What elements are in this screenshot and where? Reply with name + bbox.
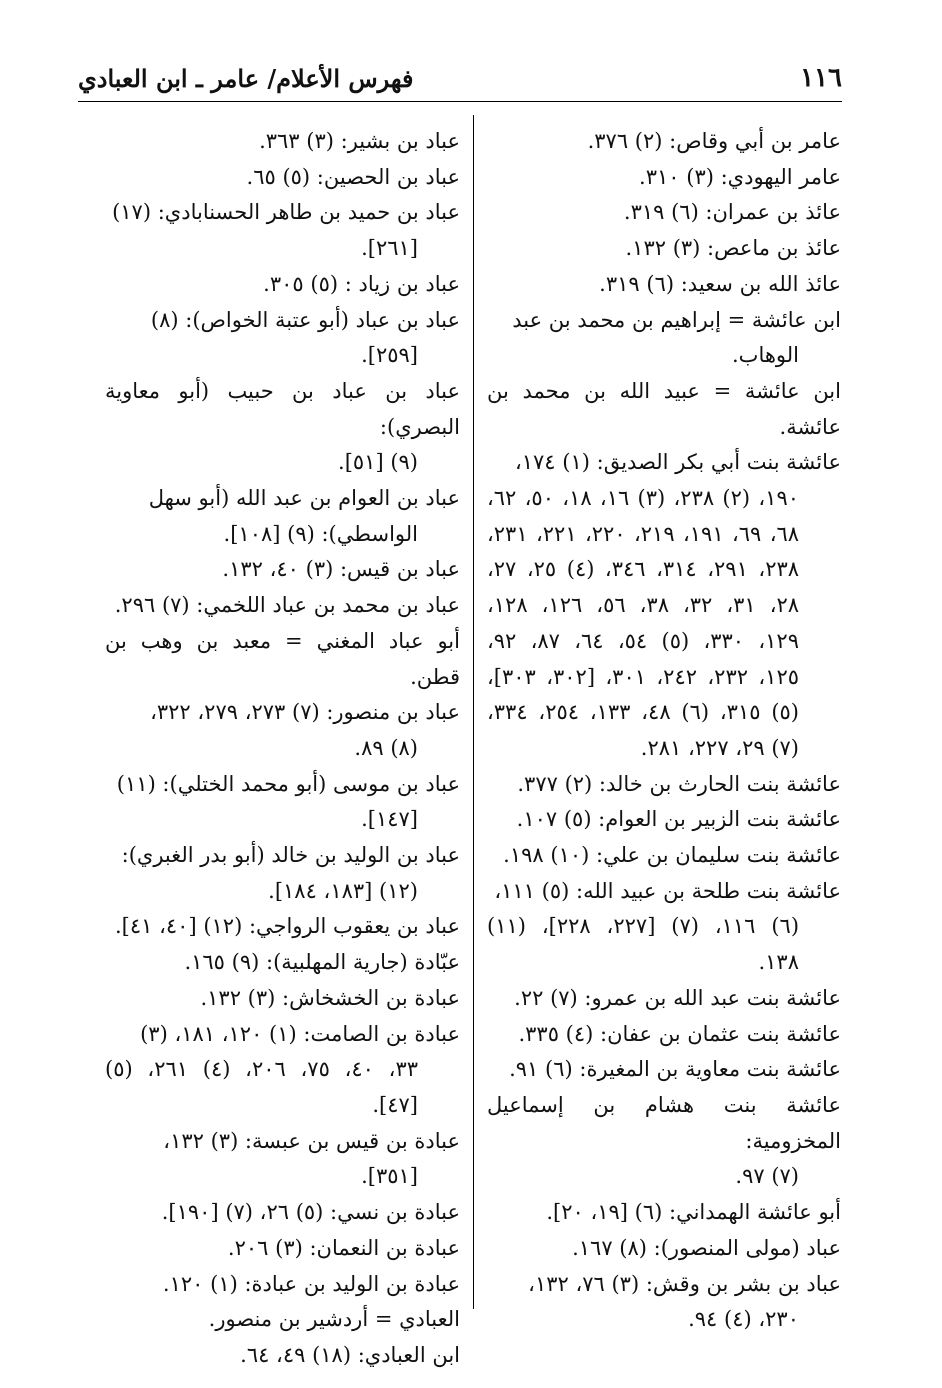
index-entry xyxy=(105,481,460,552)
entry-heading: عباد بن الوليد بن خالد (أبو بدر الغبري): xyxy=(121,843,460,868)
entry-heading: عباد بن حميد بن طاهر الحسنابادي: (١٧) xyxy=(112,200,460,225)
entry-heading: عبادة بن الخشخاش: (٣) ١٣٢. xyxy=(200,985,460,1010)
index-entry xyxy=(487,445,841,766)
entry-continuation: (٩) [٥١]. xyxy=(338,450,418,475)
right-column xyxy=(487,124,841,1338)
entry-continuation: ٣٣، ٤٠، ٧٥، ٢٠٦، (٤) ٢٦١، (٥) [٤٧]. xyxy=(105,1057,419,1117)
entry-heading: عباد بن زياد : (٥) ٣٠٥. xyxy=(263,271,460,296)
entry-continuation: [٢٥٩]. xyxy=(361,343,418,368)
index-entry xyxy=(487,374,841,445)
index-entry xyxy=(105,695,460,766)
index-entry xyxy=(487,1052,841,1088)
index-entry xyxy=(105,1302,460,1338)
entry-heading: عائشة بنت هشام بن إسماعيل المخزومية: xyxy=(487,1092,841,1153)
index-entry xyxy=(105,838,460,909)
entry-heading: عباد بن منصور: (٧) ٢٧٣، ٢٧٩، ٣٢٢، xyxy=(150,700,460,725)
index-entry xyxy=(487,874,841,981)
page-number: ١١٦ xyxy=(800,63,842,93)
entry-continuation: ٢٣٠، (٤) ٩٤. xyxy=(688,1307,799,1332)
index-entry xyxy=(487,267,841,303)
entry-heading: عائشة بنت أبي بكر الصديق: (١) ١٧٤، xyxy=(514,450,841,475)
entry-heading: عائشة بنت عبد الله بن عمرو: (٧) ٢٢. xyxy=(514,985,841,1010)
index-entry xyxy=(105,303,460,374)
entry-heading: عائشة بنت الحارث بن خالد: (٢) ٣٧٧. xyxy=(517,771,841,796)
index-entry xyxy=(487,1195,841,1231)
index-entry xyxy=(105,624,460,695)
index-entry xyxy=(487,1267,841,1338)
entry-continuation: (٨) ٨٩. xyxy=(354,735,418,760)
entry-heading: عائذ بن عمران: (٦) ٣١٩. xyxy=(623,200,841,225)
index-entry xyxy=(487,303,841,374)
index-entry xyxy=(487,160,841,196)
index-entry xyxy=(105,588,460,624)
entry-heading: عباد بن بشر بن وقش: (٣) ٧٦، ١٣٢، xyxy=(528,1271,841,1296)
entry-continuation: [١٤٧]. xyxy=(361,807,418,832)
entry-heading: عائشة بنت معاوية بن المغيرة: (٦) ٩١. xyxy=(509,1057,841,1082)
entry-heading: أبو عباد المغني = معبد بن وهب بن قطن. xyxy=(105,628,460,689)
entry-heading: عباد بن عباد (أبو عتبة الخواص): (٨) xyxy=(150,307,460,332)
index-entry xyxy=(105,124,460,160)
entry-heading: عائشة بنت عثمان بن عفان: (٤) ٣٣٥. xyxy=(518,1021,841,1046)
index-entry xyxy=(487,1017,841,1053)
index-entry xyxy=(105,909,460,945)
entry-heading: عامر بن أبي وقاص: (٢) ٣٧٦. xyxy=(587,129,841,153)
entry-heading: عباد بن محمد بن عباد اللخمي: (٧) ٢٩٦. xyxy=(114,593,460,618)
entry-heading: عباد بن يعقوب الرواجي: (١٢) [٤٠، ٤١]. xyxy=(115,914,460,939)
entry-heading: عائشة بنت طلحة بن عبيد الله: (٥) ١١١، xyxy=(494,878,841,903)
entry-heading: عائذ بن ماعص: (٣) ١٣٢. xyxy=(625,236,841,261)
entry-continuation: (٦) ١١٦، (٧) [٢٢٧، ٢٢٨]، (١١) ١٣٨. xyxy=(487,914,800,975)
entry-continuation: ١٩٠، (٢) ٢٣٨، (٣) ١٦، ١٨، ٥٠، ٦٢، ٦٨، ٦٩، ١٩١، ٢١٩، ٢٢٠، ٢٢١، ٢٣١، ٢٣٨، ٢٩١، ٣١٤، ٣٤٦، (٤) ٢٥، ٢٧، ٢٨، ٣١، ٣٢، ٣٨، ٥٦، ١٢٦، ١٢٨، ١٢٩، ٣٣٠، (٥) ٥٤، ٦٤، ٨٧، ٩٢، ١٢٥، ٢٣٢، ٢٤٢، ٣٠١، [٣٠٢، ٣٠٣]، (٥) ٣١٥، (٦) ٤٨، ١٣٣، ٢٥٤، ٣٣٤، (٧) ٢٩، ٢٢٧، ٢٨١. xyxy=(487,486,800,760)
entry-heading: عامر اليهودي: (٣) ٣١٠. xyxy=(639,164,841,189)
index-entry xyxy=(105,267,460,303)
index-entry xyxy=(487,767,841,803)
index-entry xyxy=(105,1195,460,1231)
entry-heading: ابن عائشة = عبيد الله بن محمد بن عائشة. xyxy=(487,378,841,439)
index-entry xyxy=(487,838,841,874)
index-entry xyxy=(105,160,460,196)
index-entry xyxy=(487,802,841,838)
entry-heading: ابن عائشة = إبراهيم بن محمد بن عبد xyxy=(512,307,841,332)
entry-heading: عباد بن الحصين: (٥) ٦٥. xyxy=(246,164,460,189)
index-entry xyxy=(487,124,841,160)
entry-heading: عبادة بن الصامت: (١) ١٢٠، ١٨١، (٣) xyxy=(140,1021,460,1046)
index-entry xyxy=(105,767,460,838)
entry-heading: العبادي = أردشير بن منصور. xyxy=(208,1307,460,1332)
entry-heading: عبادة بن قيس بن عبسة: (٣) ١٣٢، xyxy=(163,1128,460,1153)
index-entry xyxy=(487,195,841,231)
entry-heading: عبّادة (جارية المهلبية): (٩) ١٦٥. xyxy=(184,950,460,975)
index-entry xyxy=(105,552,460,588)
entry-continuation: (١٢) [١٨٣، ١٨٤]. xyxy=(268,878,418,903)
index-entry xyxy=(105,981,460,1017)
index-entry xyxy=(487,231,841,267)
index-entry xyxy=(105,1124,460,1195)
index-entry xyxy=(487,1088,841,1195)
entry-heading: عبادة بن نسي: (٥) ٢٦، (٧) [١٩٠]. xyxy=(161,1200,460,1225)
index-entry xyxy=(105,1267,460,1303)
entry-heading: عباد بن قيس: (٣) ٤٠، ١٣٢. xyxy=(222,557,460,582)
page-header xyxy=(78,56,842,100)
entry-heading: أبو عائشة الهمداني: (٦) [١٩، ٢٠]. xyxy=(546,1200,841,1225)
entry-continuation: الوهاب. xyxy=(732,343,799,368)
running-title: فهرس الأعلام/ عامر ـ ابن العبادي xyxy=(78,63,414,93)
column-divider xyxy=(473,115,474,1309)
entry-heading: عائشة بنت سليمان بن علي: (١٠) ١٩٨. xyxy=(503,843,841,868)
left-column xyxy=(105,124,460,1374)
entry-continuation: [٢٦١]. xyxy=(361,236,418,261)
entry-continuation: الواسطي): (٩) [١٠٨]. xyxy=(223,521,418,546)
entry-heading: ابن العبادي: (١٨) ٤٩، ٦٤. xyxy=(240,1342,460,1367)
entry-heading: عباد (مولى المنصور): (٨) ١٦٧. xyxy=(572,1235,841,1260)
index-entry xyxy=(487,981,841,1017)
index-entry xyxy=(105,1231,460,1267)
entry-heading: عائشة بنت الزبير بن العوام: (٥) ١٠٧. xyxy=(516,807,841,832)
index-entry xyxy=(105,374,460,481)
index-entry xyxy=(105,195,460,266)
entry-heading: عباد بن بشير: (٣) ٣٦٣. xyxy=(259,129,460,153)
entry-continuation: [٣٥١]. xyxy=(361,1164,418,1189)
entry-heading: عائذ الله بن سعيد: (٦) ٣١٩. xyxy=(599,271,841,296)
entry-heading: عباد بن العوام بن عبد الله (أبو سهل xyxy=(148,486,460,511)
entry-heading: عباد بن موسى (أبو محمد الختلي): (١١) xyxy=(116,771,460,796)
entry-continuation: (٧) ٩٧. xyxy=(735,1164,799,1189)
entry-heading: عبادة بن الوليد بن عبادة: (١) ١٢٠. xyxy=(162,1271,460,1296)
header-rule xyxy=(78,101,842,102)
index-entry xyxy=(105,945,460,981)
index-entry xyxy=(105,1338,460,1374)
index-entry xyxy=(487,1231,841,1267)
index-entry xyxy=(105,1017,460,1124)
entry-heading: عباد بن عباد بن حبيب (أبو معاوية البصري): xyxy=(105,378,460,439)
entry-heading: عبادة بن النعمان: (٣) ٢٠٦. xyxy=(227,1235,460,1260)
